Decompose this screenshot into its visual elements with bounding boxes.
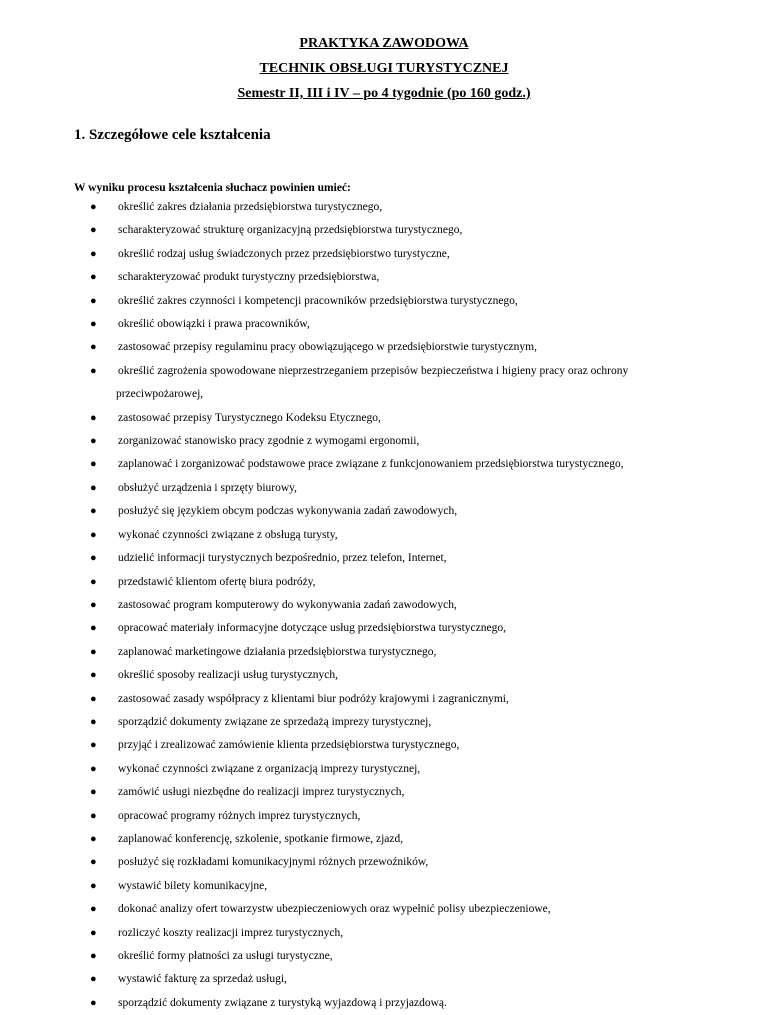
bullet-icon: ● [90,247,97,260]
list-item [0,453,768,476]
list-item-text: określić obowiązki i prawa pracowników, [118,318,310,331]
list-item [0,594,768,617]
list-item-text: dokonać analizy ofert towarzystw ubezpieczeniowych oraz wypełnić polisy ubezpieczeniowe, [118,903,551,916]
list-item [0,781,768,804]
list-item-text: opracować programy różnych imprez turystycznych, [118,809,361,822]
bullet-icon: ● [90,739,97,752]
bullet-icon: ● [90,692,97,705]
skills-list [0,196,768,1015]
bullet-icon: ● [90,950,97,962]
bullet-icon: ● [90,622,97,635]
bullet-icon: ● [90,341,97,354]
bullet-icon: ● [90,364,97,377]
document-title: PRAKTYKA ZAWODOWA [299,36,469,51]
bullet-icon: ● [90,598,97,611]
list-item-text: sporządzić dokumenty związane ze sprzedażą imprezy turystycznej, [118,715,432,728]
list-item [0,266,768,289]
list-item-text: zaplanować i zorganizować podstawowe prace związane z funkcjonowaniem przedsiębiorstwa turystycznego, [118,458,624,471]
list-item-text: wykonać czynności związane z obsługą turysty, [118,528,338,541]
bullet-icon: ● [90,411,97,424]
list-item-text: zamówić usługi niezbędne do realizacji imprez turystycznych, [118,786,405,799]
bullet-icon: ● [90,505,97,518]
list-item [0,945,768,968]
list-item [0,898,768,921]
bullet-icon: ● [90,715,97,728]
bullet-icon: ● [90,856,97,869]
bullet-icon: ● [90,201,97,213]
list-item-continuation: przeciwpożarowej, [116,388,204,401]
bullet-icon: ● [90,575,97,588]
list-item-text: określić zakres czynności i kompetencji pracowników przedsiębiorstwa turystycznego, [118,294,518,307]
list-item-text: zastosować przepisy regulaminu pracy obowiązującego w przedsiębiorstwie turystycznym, [118,341,537,354]
list-item [0,711,768,734]
list-item [0,500,768,523]
bullet-icon: ● [90,762,97,775]
bullet-icon: ● [90,926,97,939]
list-item [0,992,768,1015]
list-item-text: określić formy płatności za usługi turystyczne, [118,950,333,962]
bullet-icon: ● [90,786,97,799]
list-item-text: zastosować program komputerowy do wykonywania zadań zawodowych, [118,598,457,611]
list-item [0,547,768,570]
list-item-text: przedstawić klientom ofertę biura podróży, [118,575,316,588]
list-item [0,758,768,781]
list-item-text: zastosować zasady współpracy z klientami biur podróży krajowymi i zagranicznymi, [118,692,509,705]
list-item [0,336,768,359]
bullet-icon: ● [90,552,97,565]
bullet-icon: ● [90,481,97,494]
list-item-text: określić sposoby realizacji usług turystycznych, [118,669,339,682]
bullet-icon: ● [90,435,97,448]
list-item [0,805,768,828]
list-item [0,477,768,500]
list-item [0,968,768,991]
section-intro: W wyniku procesu kształcenia słuchacz powinien umieć: [74,182,351,194]
list-item-text: zaplanować konferencję, szkolenie, spotkanie firmowe, zjazd, [118,832,404,845]
list-item-text: wystawić fakturę za sprzedaż usługi, [118,973,287,986]
list-item-text: posłużyć się językiem obcym podczas wykonywania zadań zawodowych, [118,505,458,518]
document-semester-line: Semestr II, III i IV – po 4 tygodnie (po 160 godz.) [237,86,531,101]
list-item [0,290,768,313]
bullet-icon: ● [90,832,97,845]
list-item [0,430,768,453]
bullet-icon: ● [90,809,97,822]
list-item [0,641,768,664]
bullet-icon: ● [90,973,97,986]
list-item-text: scharakteryzować strukturę organizacyjną przedsiębiorstwa turystycznego, [118,224,463,237]
list-item [0,875,768,898]
list-item [0,617,768,640]
list-item-text: sporządzić dokumenty związane z turystyką wyjazdową i przyjazdową. [118,996,447,1009]
list-item [0,688,768,711]
list-item [0,219,768,242]
list-item [0,243,768,266]
list-item-text: scharakteryzować produkt turystyczny przedsiębiorstwa, [118,271,380,284]
list-item [0,524,768,547]
list-item [0,407,768,430]
list-item-text: obsłużyć urządzenia i sprzęty biurowy, [118,481,298,494]
bullet-icon: ● [90,318,97,331]
bullet-icon: ● [90,669,97,682]
bullet-icon: ● [90,458,97,471]
bullet-icon: ● [90,996,97,1009]
list-item [0,734,768,757]
list-item [0,313,768,336]
list-item-text: określić rodzaj usług świadczonych przez przedsiębiorstwo turystyczne, [118,247,450,260]
list-item-text: wystawić bilety komunikacyjne, [118,879,268,892]
list-item-text: określić zagrożenia spowodowane nieprzestrzeganiem przepisów bezpieczeństwa i higieny pracy oraz ochrony [118,364,629,377]
document-subtitle: TECHNIK OBSŁUGI TURYSTYCZNEJ [259,61,509,76]
list-item-text: określić zakres działania przedsiębiorstwa turystycznego, [118,201,383,213]
list-item-text: zastosować przepisy Turystycznego Kodeksu Etycznego, [118,411,381,424]
list-item-text: rozliczyć koszty realizacji imprez turystycznych, [118,926,344,939]
bullet-icon: ● [90,294,97,307]
bullet-icon: ● [90,528,97,541]
list-item-text: opracować materiały informacyjne dotyczące usług przedsiębiorstwa turystycznego, [118,622,506,635]
bullet-icon: ● [90,224,97,237]
section-heading: 1. Szczegółowe cele kształcenia [74,127,271,143]
list-item-text: przyjąć i zrealizować zamówienie klienta przedsiębiorstwa turystycznego, [118,739,460,752]
list-item [0,196,768,219]
list-item [0,851,768,874]
list-item [0,360,768,407]
list-item [0,828,768,851]
list-item-text: wykonać czynności związane z organizacją imprezy turystycznej, [118,762,421,775]
bullet-icon: ● [90,903,97,916]
bullet-icon: ● [90,271,97,284]
list-item-text: udzielić informacji turystycznych bezpośrednio, przez telefon, Internet, [118,552,447,565]
list-item-text: zorganizować stanowisko pracy zgodnie z wymogami ergonomii, [118,435,420,448]
list-item [0,664,768,687]
bullet-icon: ● [90,645,97,658]
list-item-text: zaplanować marketingowe działania przedsiębiorstwa turystycznego, [118,645,437,658]
list-item [0,571,768,594]
list-item [0,922,768,945]
list-item-text: posłużyć się rozkładami komunikacyjnymi różnych przewoźników, [118,856,429,869]
bullet-icon: ● [90,879,97,892]
